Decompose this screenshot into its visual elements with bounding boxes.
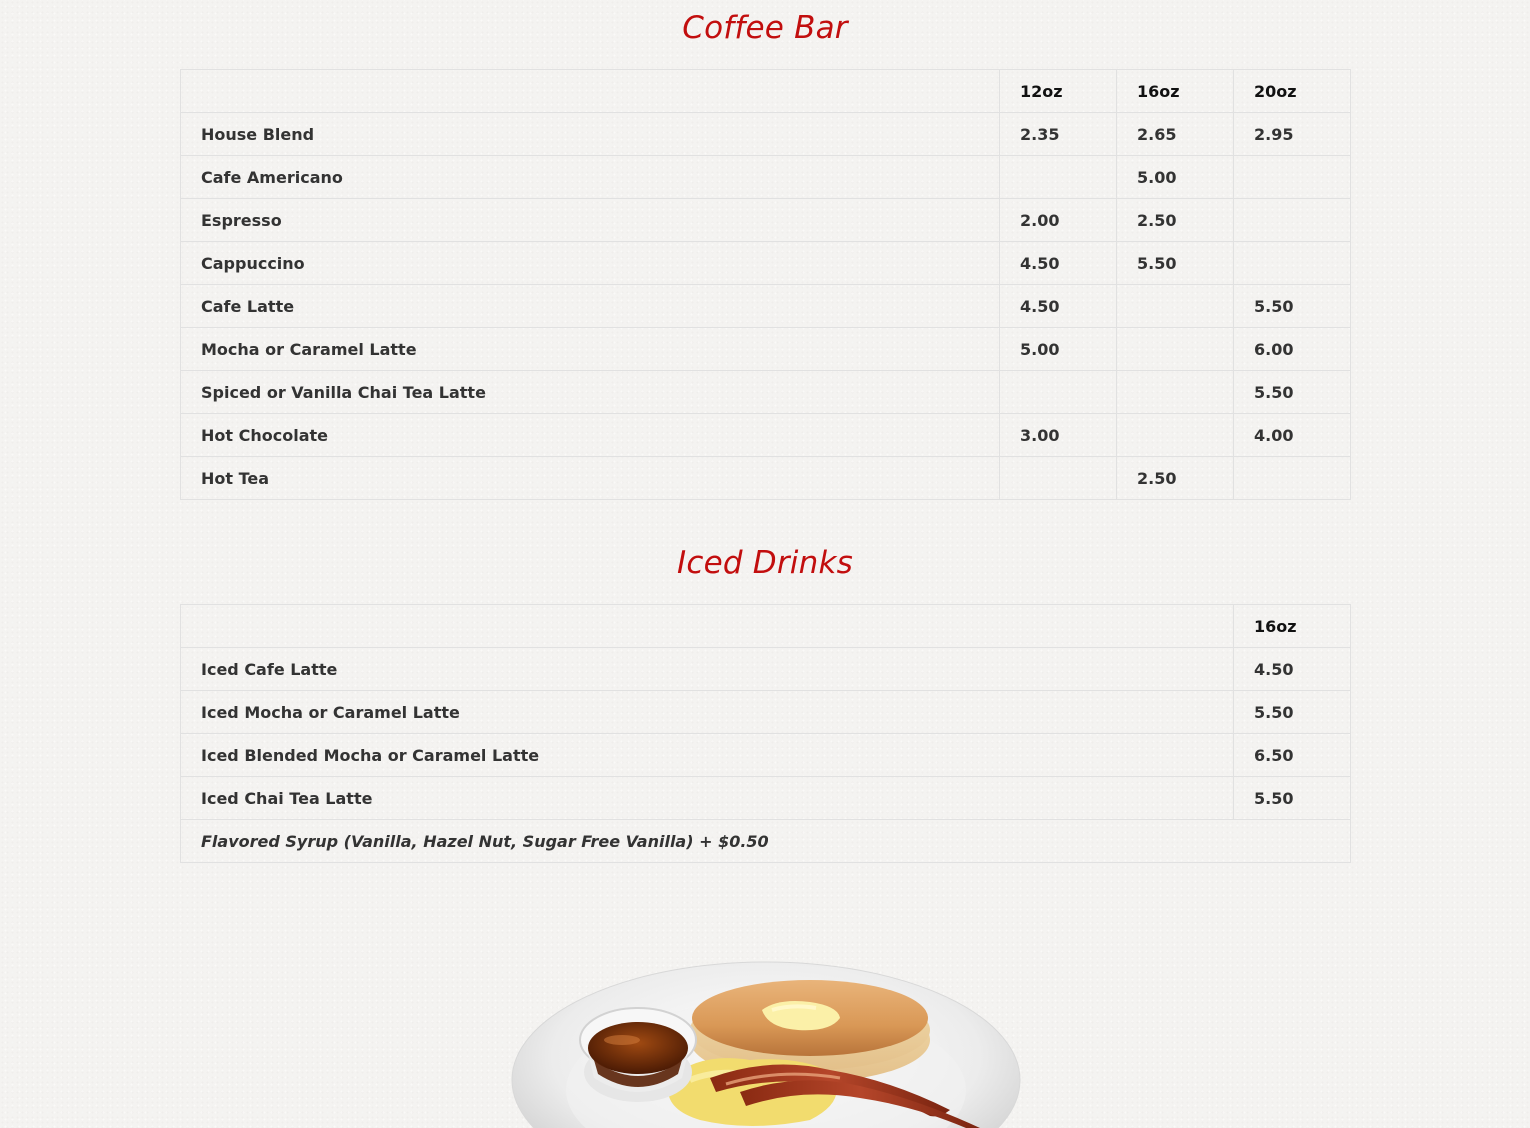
menu-item-name: Iced Mocha or Caramel Latte [181,691,1234,734]
menu-item-price: 5.00 [1000,328,1117,371]
menu-item-price: 6.50 [1234,734,1351,777]
menu-item-price [1234,242,1351,285]
menu-item-name: House Blend [181,113,1000,156]
menu-item-price: 5.50 [1234,371,1351,414]
coffee-bar-title: Coffee Bar [682,10,848,46]
breakfast-plate-image [510,960,1022,1128]
header-blank-cell [181,70,1000,113]
column-header: 16oz [1117,70,1234,113]
menu-item-name: Iced Blended Mocha or Caramel Latte [181,734,1234,777]
table-row [181,199,1351,242]
coffee-bar-table [180,69,1351,500]
table-row [181,113,1351,156]
menu-item-name: Hot Tea [181,457,1000,500]
menu-item-name: Mocha or Caramel Latte [181,328,1000,371]
menu-item-name: Iced Chai Tea Latte [181,777,1234,820]
menu-item-price: 2.95 [1234,113,1351,156]
pancake-plate-illustration [510,960,1022,1128]
menu-item-price: 5.00 [1117,156,1234,199]
menu-item-price: 5.50 [1234,691,1351,734]
column-header: 12oz [1000,70,1117,113]
menu-item-name: Hot Chocolate [181,414,1000,457]
table-row [181,457,1351,500]
menu-item-name: Iced Cafe Latte [181,648,1234,691]
menu-item-price: 4.00 [1234,414,1351,457]
table-row [181,156,1351,199]
table-header-row [181,70,1351,113]
menu-item-price [1117,285,1234,328]
menu-item-price: 2.50 [1117,457,1234,500]
table-row [181,328,1351,371]
table-row [181,691,1351,734]
header-blank-cell [181,605,1234,648]
menu-item-price [1117,414,1234,457]
menu-item-price: 5.50 [1117,242,1234,285]
table-row [181,777,1351,820]
table-row [181,285,1351,328]
column-header: 16oz [1234,605,1351,648]
menu-item-price: 3.00 [1000,414,1117,457]
menu-item-price [1234,457,1351,500]
menu-item-name: Spiced or Vanilla Chai Tea Latte [181,371,1000,414]
table-row [181,734,1351,777]
menu-item-price [1234,199,1351,242]
menu-item-price: 2.50 [1117,199,1234,242]
menu-item-price: 5.50 [1234,285,1351,328]
menu-item-name: Cafe Americano [181,156,1000,199]
table-header-row [181,605,1351,648]
menu-item-price: 2.65 [1117,113,1234,156]
menu-item-price: 4.50 [1234,648,1351,691]
menu-item-price [1117,371,1234,414]
menu-item-price: 2.35 [1000,113,1117,156]
menu-item-price: 4.50 [1000,242,1117,285]
menu-item-price: 5.50 [1234,777,1351,820]
menu-item-price [1117,328,1234,371]
iced-drinks-table [180,604,1351,863]
column-header: 20oz [1234,70,1351,113]
table-row [181,371,1351,414]
flavored-syrup-note: Flavored Syrup (Vanilla, Hazel Nut, Sugar Free Vanilla) + $0.50 [181,820,1351,863]
table-row [181,414,1351,457]
note-row [181,820,1351,863]
menu-item-price [1000,156,1117,199]
menu-item-price: 6.00 [1234,328,1351,371]
menu-item-name: Espresso [181,199,1000,242]
iced-drinks-title: Iced Drinks [677,545,853,581]
menu-item-price: 2.00 [1000,199,1117,242]
menu-item-name: Cappuccino [181,242,1000,285]
menu-item-price [1000,371,1117,414]
menu-item-name: Cafe Latte [181,285,1000,328]
table-row [181,648,1351,691]
menu-item-price: 4.50 [1000,285,1117,328]
menu-item-price [1234,156,1351,199]
table-row [181,242,1351,285]
menu-item-price [1000,457,1117,500]
